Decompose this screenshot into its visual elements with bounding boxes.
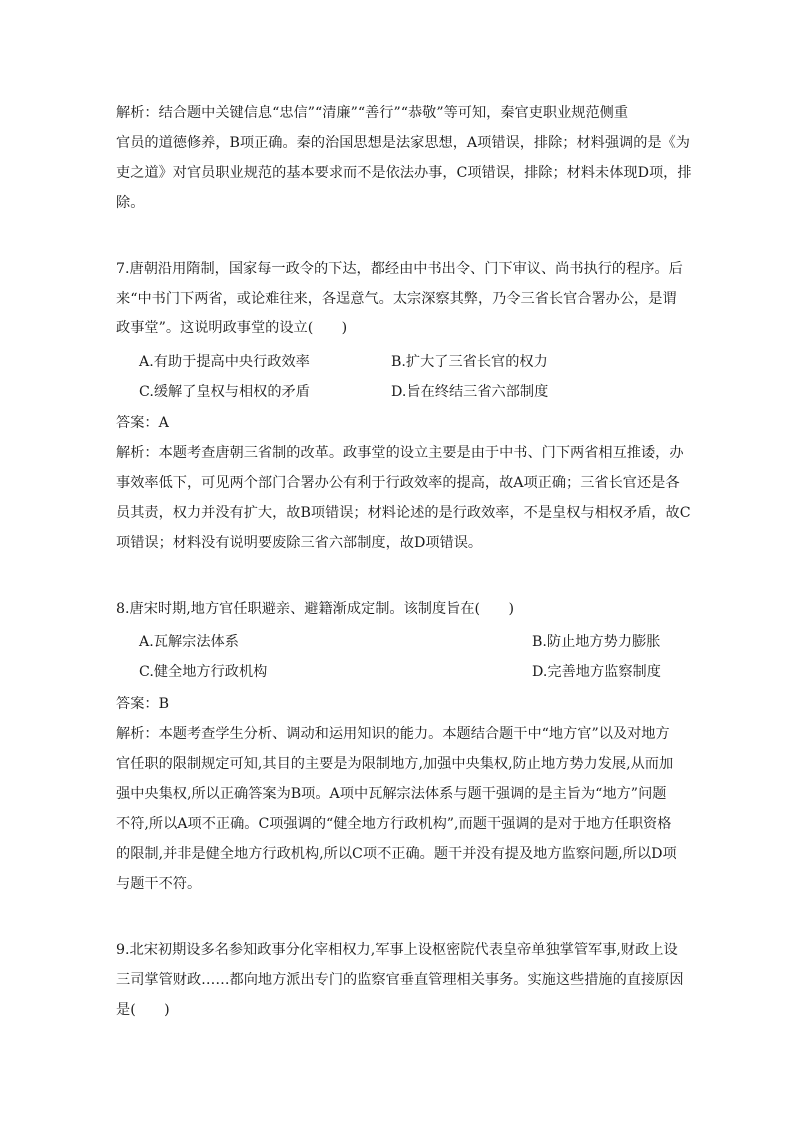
q8-analysis-line-1: 解析：本题考查学生分析、调动和运用知识的能力。本题结合题干中“地方官”以及对地方 [116, 726, 670, 742]
q7-stem-line-3: 政事堂”。这说明政事堂的设立( ) [116, 320, 348, 336]
q6-analysis-line-3: 吏之道》对官员职业规范的基本要求而不是依法办事，C项错误，排除；材料未体现D项，排 [116, 165, 692, 181]
q7-analysis-line-2: 事效率低下，可见两个部门合署办公有利于行政效率的提高，故A项正确；三省长官还是各 [116, 475, 680, 491]
q8-option-a: A.瓦解宗法体系 [139, 634, 239, 650]
q7-option-c: C.缓解了皇权与相权的矛盾 [139, 384, 310, 400]
q7-stem-line-2: 来“中书门下两省，或论难往来，各逞意气。太宗深察其弊，乃令三省长官合署办公，是谓 [116, 291, 677, 307]
q8-option-d: D.完善地方监察制度 [532, 664, 661, 680]
q9-stem-line-1: 9.北宋初期设多名参知政事分化宰相权力,军事上设枢密院代表皇帝单独掌管军事,财政上设 [116, 942, 678, 958]
q8-analysis-line-2: 官任职的限制规定可知,其目的主要是为限制地方,加强中央集权,防止地方势力发展,从而加 [116, 756, 674, 772]
q8-analysis-line-6: 与题干不符。 [116, 876, 202, 892]
q6-analysis-line-1: 解析：结合题中关键信息“忠信”“清廉”“善行”“恭敬”等可知，秦官吏职业规范侧重 [116, 105, 629, 121]
q8-analysis-line-3: 强中央集权,所以正确答案为B项。A项中瓦解宗法体系与题干强调的是主旨为“地方”问题 [116, 786, 667, 802]
q9-stem-line-3: 是( ) [116, 1002, 170, 1018]
q7-option-b: B.扩大了三省长官的权力 [391, 354, 548, 370]
q7-analysis-line-4: 项错误；材料没有说明要废除三省六部制度，故D项错误。 [116, 535, 483, 551]
q7-option-a: A.有助于提高中央行政效率 [139, 354, 310, 370]
q8-answer: 答案：B [116, 696, 169, 712]
q6-analysis-line-2: 官员的道德修养，B项正确。秦的治国思想是法家思想，A项错误，排除；材料强调的是《为 [116, 135, 690, 151]
q8-analysis-line-4: 不符,所以A项不正确。C项强调的“健全地方行政机构”,而题干强调的是对于地方任职资格 [116, 816, 672, 832]
q6-analysis-line-4: 除。 [116, 195, 145, 211]
q8-option-c: C.健全地方行政机构 [139, 664, 268, 680]
q7-option-d: D.旨在终结三省六部制度 [391, 384, 549, 400]
q8-analysis-line-5: 的限制,并非是健全地方行政机构,所以C项不正确。题干并没有提及地方监察问题,所以D项 [116, 846, 677, 862]
q8-option-b: B.防止地方势力膨胀 [532, 634, 661, 650]
q9-stem-line-2: 三司掌管财政……都向地方派出专门的监察官垂直管理相关事务。实施这些措施的直接原因 [116, 972, 684, 988]
q7-answer: 答案：A [116, 415, 169, 431]
q7-analysis-line-3: 员其责，权力并没有扩大，故B项错误；材料论述的是行政效率，不是皇权与相权矛盾，故C [116, 505, 691, 521]
q8-stem: 8.唐宋时期,地方官任职避亲、避籍渐成定制。该制度旨在( ) [116, 601, 514, 617]
q7-stem-line-1: 7.唐朝沿用隋制，国家每一政令的下达，都经由中书出令、门下审议、尚书执行的程序。后 [116, 261, 683, 277]
q7-analysis-line-1: 解析：本题考查唐朝三省制的改革。政事堂的设立主要是由于中书、门下两省相互推诿，办 [116, 445, 684, 461]
